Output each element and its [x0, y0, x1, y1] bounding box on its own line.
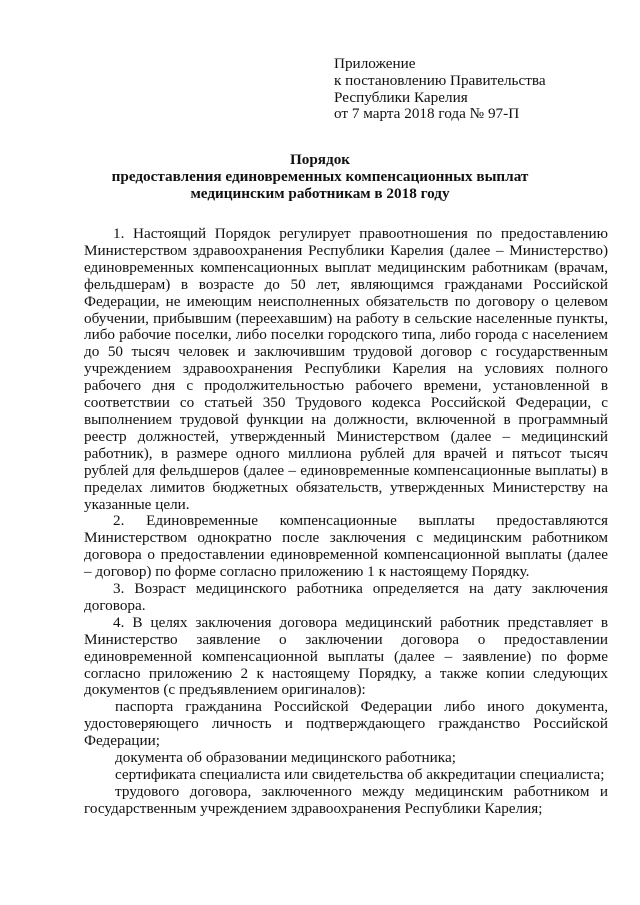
paragraph-4: 4. В целях заключения договора медицинский работник представляет в Министерство заявление о заключении договора о предоставлении единовременной компенсационной выплаты (далее – заявление) по форме согласно приложению 2 к настоящему Порядку, а также копии следующих документов (с предъявлением оригиналов): — [84, 613, 608, 699]
appendix-reference: к постановлению Правительства — [334, 71, 546, 89]
paragraph-2: 2. Единовременные компенсационные выплаты предоставляются Министерством однократно после заключения с медицинским работником договора о предоставлении единовременной компенсационной выплаты (далее – договор) по форме согласно приложению 1 к настоящему Порядку. — [84, 512, 608, 581]
appendix-header — [334, 56, 634, 123]
document-list-item: трудового договора, заключенного между медицинским работником и государственным учреждением здравоохранения Республики Карелия; — [84, 782, 608, 817]
document-list-item: сертификата специалиста или свидетельства об аккредитации специалиста; — [115, 766, 605, 783]
document-body — [84, 226, 608, 818]
document-list-item: документа об образовании медицинского работника; — [115, 749, 456, 767]
document-title — [0, 152, 640, 202]
paragraph-3: 3. Возраст медицинского работника определяется на дату заключения договора. — [84, 580, 608, 614]
title-line-2: предоставления единовременных компенсационных выплат — [111, 167, 529, 185]
title-line-1: Порядок — [289, 151, 351, 168]
document-list-item: паспорта гражданина Российской Федерации либо иного документа, удостоверяющего личность и подтверждающего гражданство Российской Федерации; — [84, 698, 608, 750]
title-line-3: медицинским работникам в 2018 году — [190, 184, 450, 202]
appendix-date: от 7 марта 2018 года № 97-П — [334, 105, 520, 123]
paragraph-1: 1. Настоящий Порядок регулирует правоотношения по предоставлению Министерством здравоохранения Республики Карелия (далее – Министерство) единовременных компенсационных выплат медицинским работникам (врачам, фельдшерам) в возрасте до 50 лет, являющимся гражданами Российской Федерации, не имеющим неисполненных обязательств по договору о целевом обучении, прибывшим (переехавшим) на работу в сельские населенные пункты, либо рабочие поселки, либо поселки городского типа, либо города с населением до 50 тысяч человек и заключившим трудовой договор с государственным учреждением здравоохранения Республики Карелия на условиях полного рабочего дня с продолжительностью рабочего времени, установленной в соответствии со статьей 350 Трудового кодекса Российской Федерации, с выполнением трудовой функции на должности, включенной в программный реестр должностей, утвержденный Министерством (далее – медицинский работник), в размере одного миллиона рублей для врачей и пятьсот тысяч рублей для фельдшеров (далее – единовременные компенсационные выплаты) в пределах лимитов бюджетных обязательств, утвержденных Министерству на указанные цели. — [84, 225, 608, 513]
appendix-label: Приложение — [334, 55, 416, 72]
appendix-region: Республики Карелия — [334, 88, 468, 106]
